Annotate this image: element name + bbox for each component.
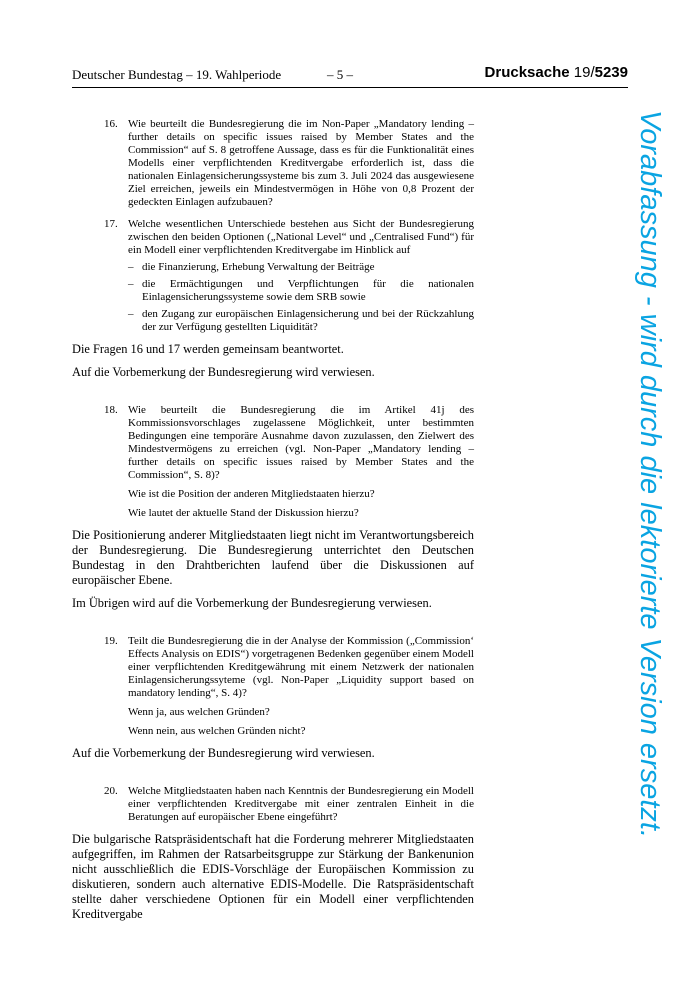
list-item: – den Zugang zur europäischen Einlagensicherung und bei der Rückzahlung der zur Verfügung gestellten Liquidität? [128, 308, 474, 334]
question-subtext: Wenn nein, aus welchen Gründen nicht? [128, 725, 306, 737]
question-number: 16. [104, 118, 118, 130]
preliminary-version-watermark: Vorabfassung - wird durch die lektorierte Version ersetzt. [634, 110, 666, 839]
answer-paragraph: Im Übrigen wird auf die Vorbemerkung der Bundesregierung verwiesen. [72, 596, 432, 610]
question-text: Wie beurteilt die Bundesregierung die im Non-Paper „Mandatory lending – further details on specific issues raised by Member States and the Commission“ auf S. 8 getroffene Aussage, dass es für die Funktionalität eines Modells einer verpflichtenden Kreditvergabe erforderlich ist, dass die nationalen Einlagensicherungssysteme bis zum 3. Juli 2024 das ausgewiesene Ziel erreichen, jeweils ein Mindestvermögen in Höhe von 0,8 Prozent der gedeckten Einlagen aufzubauen? [128, 118, 474, 208]
question-number: 20. [104, 785, 118, 797]
question-number: 18. [104, 404, 118, 416]
document-body [72, 118, 474, 922]
question-19 [72, 635, 474, 738]
question-16 [72, 118, 474, 209]
question-text: Teilt die Bundesregierung die in der Analyse der Kommission („Commission‘ Effects Analysis on EDIS“) vorgetragenen Bedenken gegenüber einem Modell einer verpflichtenden Kreditgewährung mit einem Netzwerk der nationalen Einlagensicherungssyteme (vgl. Non-Paper „Liquidity support based on mandatory lending“, S. 4)? [128, 635, 474, 699]
question-text: Welche wesentlichen Unterschiede bestehen aus Sicht der Bundesregierung zwischen den beiden Optionen („National Level“ und „Centralised Fund“) für ein Modell einer verpflichtenden Kreditvergabe im Hinblick auf [128, 218, 474, 256]
question-text: Welche Mitgliedstaaten haben nach Kenntnis der Bundesregierung ein Modell einer verpflichtenden Kreditvergabe mit einer zentralen Einheit in die Beratungen auf europäischer Ebene eingeführt? [128, 785, 474, 823]
question-list [128, 261, 474, 334]
answer-paragraph: Die bulgarische Ratspräsidentschaft hat die Forderung mehrerer Mitgliedstaaten aufgegriffen, im Rahmen der Ratsarbeitsgruppe zur Stärkung der Bankenunion nicht ausschließlich die EDIS-Vorschläge der Europäischen Kommission zu diskutieren, sondern auch alternative EDIS-Modelle. Die Ratspräsidentschaft stellte daher verschiedene Optionen für ein Modell einer verpflichtenden Kreditvergabe [72, 832, 474, 921]
question-number: 19. [104, 635, 118, 647]
answer-paragraph: Die Fragen 16 und 17 werden gemeinsam beantwortet. [72, 342, 344, 356]
page-number: – 5 – [327, 67, 353, 82]
drucksache-number [485, 64, 628, 81]
question-number: 17. [104, 218, 118, 230]
question-subtext: Wie lautet der aktuelle Stand der Diskussion hierzu? [128, 507, 359, 519]
drucksache-prefix: 19/ [573, 64, 595, 81]
question-text: Wie beurteilt die Bundesregierung die im Artikel 41j des Kommissionsvorschlages zugelassene Möglichkeit, unter bestimmten Bedingungen eine temporäre Ausnahme davon zuzulassen, den Zielwert des Mindestvermögens zu erreichen (vgl. Non-Paper „Mandatory lending – further details on specific issues raised by Member States and the Commission“, S. 8)? [128, 404, 474, 481]
question-subtext: Wenn ja, aus welchen Gründen? [128, 706, 270, 718]
answer-paragraph: Die Positionierung anderer Mitgliedstaaten liegt nicht im Verantwortungsbereich der Bundesregierung. Die Bundesregierung unterrichtet den Deutschen Bundestag in den Drahtberichten laufend über die Diskussionen auf europäischer Ebene. [72, 528, 474, 587]
drucksache-label: Drucksache [484, 64, 570, 81]
drucksache-id: 5239 [594, 64, 628, 81]
question-20 [72, 785, 474, 824]
question-subtext: Wie ist die Position der anderen Mitgliedstaaten hierzu? [128, 488, 375, 500]
question-18 [72, 404, 474, 520]
answer-paragraph: Auf die Vorbemerkung der Bundesregierung wird verwiesen. [72, 746, 375, 760]
answer-paragraph: Auf die Vorbemerkung der Bundesregierung wird verwiesen. [72, 365, 375, 379]
question-17 [72, 218, 474, 334]
list-item: – die Finanzierung, Erhebung Verwaltung der Beiträge [128, 261, 474, 274]
list-item: – die Ermächtigungen und Verpflichtungen für die nationalen Einlagensicherungssysteme sowie dem SRB sowie [128, 278, 474, 304]
header-parliament: Deutscher Bundestag – 19. Wahlperiode [72, 67, 282, 82]
page-header [72, 63, 628, 88]
